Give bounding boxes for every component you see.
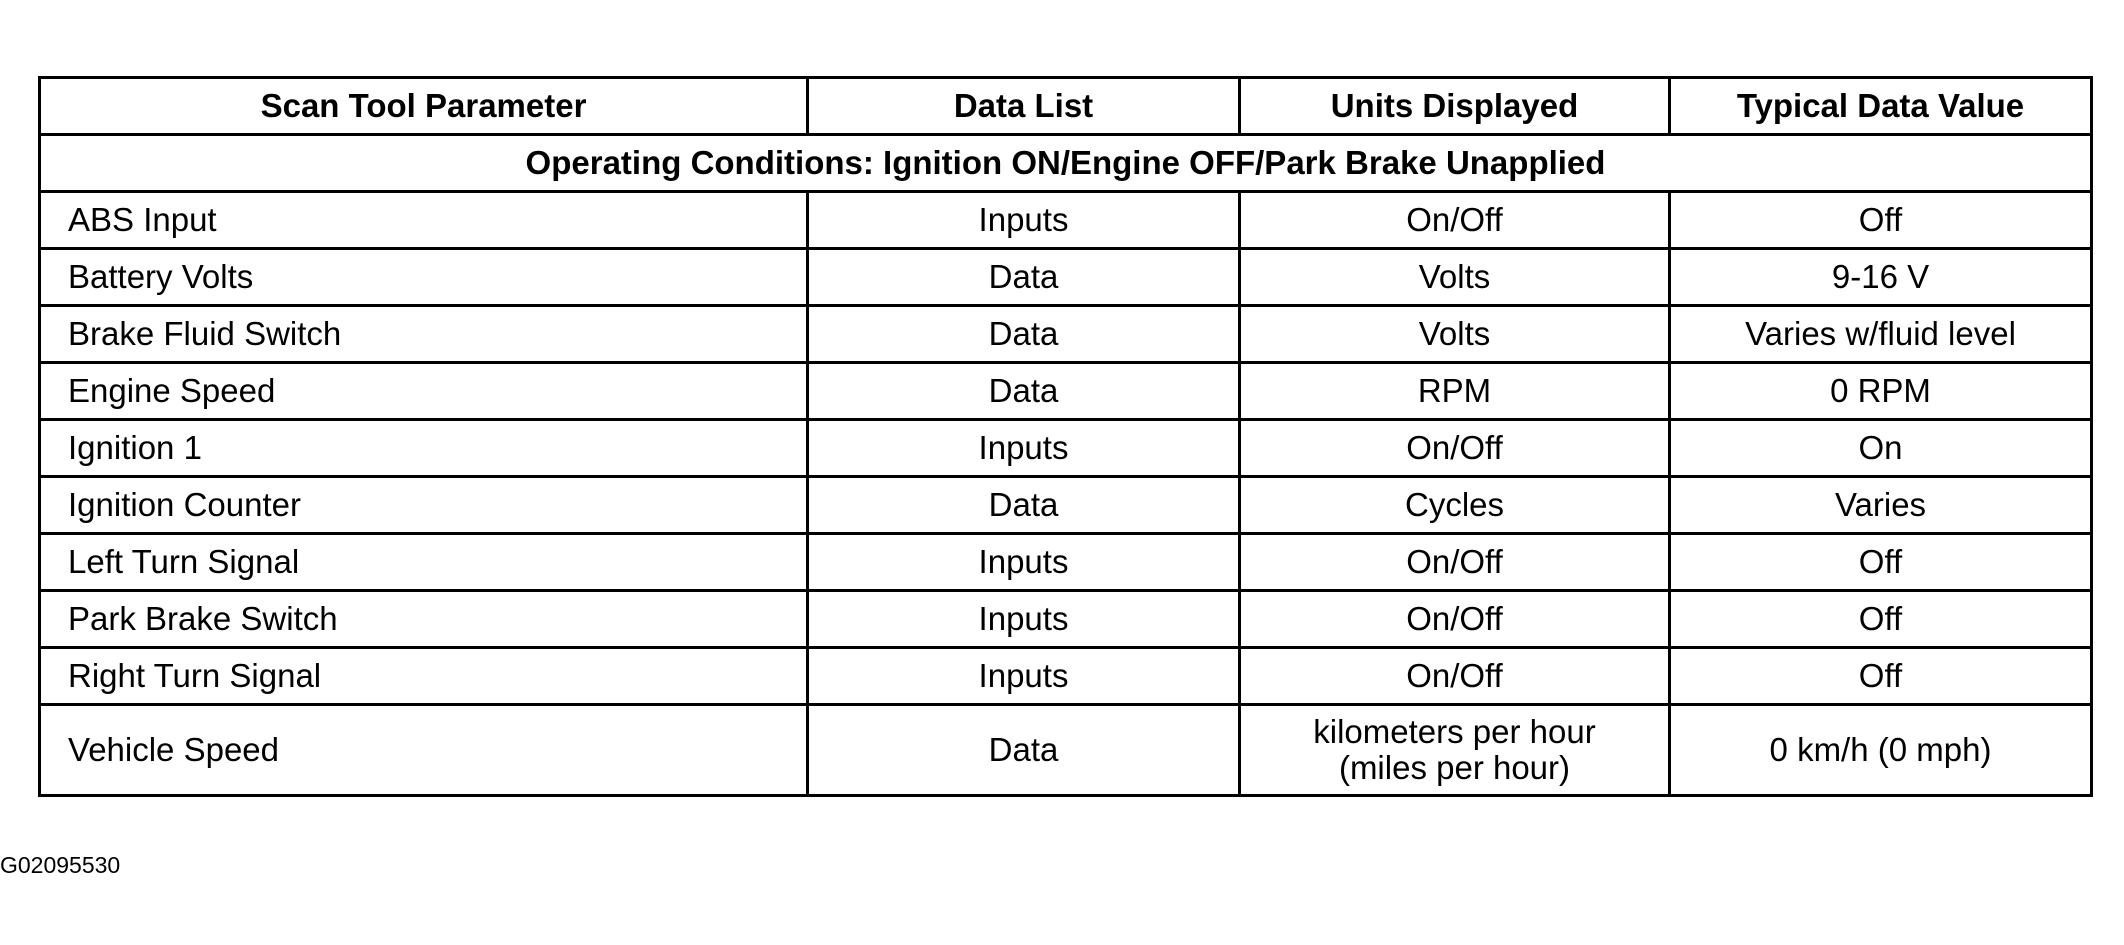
data-list-cell: Data [808, 705, 1240, 796]
typical-value-cell: Varies [1670, 477, 2092, 534]
units-line-1: kilometers per hour [1313, 713, 1596, 750]
table-row [40, 648, 2092, 705]
data-list-cell: Inputs [808, 648, 1240, 705]
operating-conditions-row [40, 135, 2092, 192]
typical-value-cell: Varies w/fluid level [1670, 306, 2092, 363]
parameter-cell: Right Turn Signal [40, 648, 808, 705]
parameter-cell: Brake Fluid Switch [40, 306, 808, 363]
table-row [40, 192, 2092, 249]
typical-value-cell: Off [1670, 192, 2092, 249]
data-list-cell: Data [808, 363, 1240, 420]
data-list-cell: Inputs [808, 192, 1240, 249]
data-list-cell: Inputs [808, 591, 1240, 648]
typical-value-cell: Off [1670, 591, 2092, 648]
units-cell: On/Off [1240, 192, 1670, 249]
table-row [40, 249, 2092, 306]
typical-value-cell: 0 RPM [1670, 363, 2092, 420]
table-row [40, 306, 2092, 363]
parameter-cell: Left Turn Signal [40, 534, 808, 591]
units-cell: On/Off [1240, 591, 1670, 648]
table-row [40, 420, 2092, 477]
units-cell: On/Off [1240, 648, 1670, 705]
typical-value-cell: Off [1670, 648, 2092, 705]
units-cell: RPM [1240, 363, 1670, 420]
table-row [40, 534, 2092, 591]
data-list-cell: Inputs [808, 534, 1240, 591]
typical-value-cell: Off [1670, 534, 2092, 591]
units-cell [1240, 705, 1670, 796]
operating-conditions: Operating Conditions: Ignition ON/Engine OFF/Park Brake Unapplied [40, 135, 2092, 192]
header-units-displayed: Units Displayed [1240, 78, 1670, 135]
scan-tool-data-table [38, 76, 2093, 797]
units-cell: On/Off [1240, 420, 1670, 477]
units-cell: Cycles [1240, 477, 1670, 534]
header-data-list: Data List [808, 78, 1240, 135]
parameter-cell: Engine Speed [40, 363, 808, 420]
figure-id: G02095530 [0, 852, 121, 878]
units-cell: Volts [1240, 249, 1670, 306]
table-row [40, 477, 2092, 534]
header-typical-data-value: Typical Data Value [1670, 78, 2092, 135]
header-row [40, 78, 2092, 135]
data-list-cell: Data [808, 249, 1240, 306]
typical-value-cell: 0 km/h (0 mph) [1670, 705, 2092, 796]
parameter-cell: Park Brake Switch [40, 591, 808, 648]
table-row [40, 363, 2092, 420]
table-row [40, 705, 2092, 796]
data-list-cell: Inputs [808, 420, 1240, 477]
table-row [40, 591, 2092, 648]
data-list-cell: Data [808, 477, 1240, 534]
data-list-cell: Data [808, 306, 1240, 363]
units-line-2: (miles per hour) [1338, 749, 1571, 786]
header-scan-tool-parameter: Scan Tool Parameter [40, 78, 808, 135]
parameter-cell: Vehicle Speed [40, 705, 808, 796]
parameter-cell: ABS Input [40, 192, 808, 249]
parameter-cell: Ignition Counter [40, 477, 808, 534]
units-cell: On/Off [1240, 534, 1670, 591]
parameter-cell: Ignition 1 [40, 420, 808, 477]
typical-value-cell: On [1670, 420, 2092, 477]
typical-value-cell: 9-16 V [1670, 249, 2092, 306]
parameter-cell: Battery Volts [40, 249, 808, 306]
units-cell: Volts [1240, 306, 1670, 363]
